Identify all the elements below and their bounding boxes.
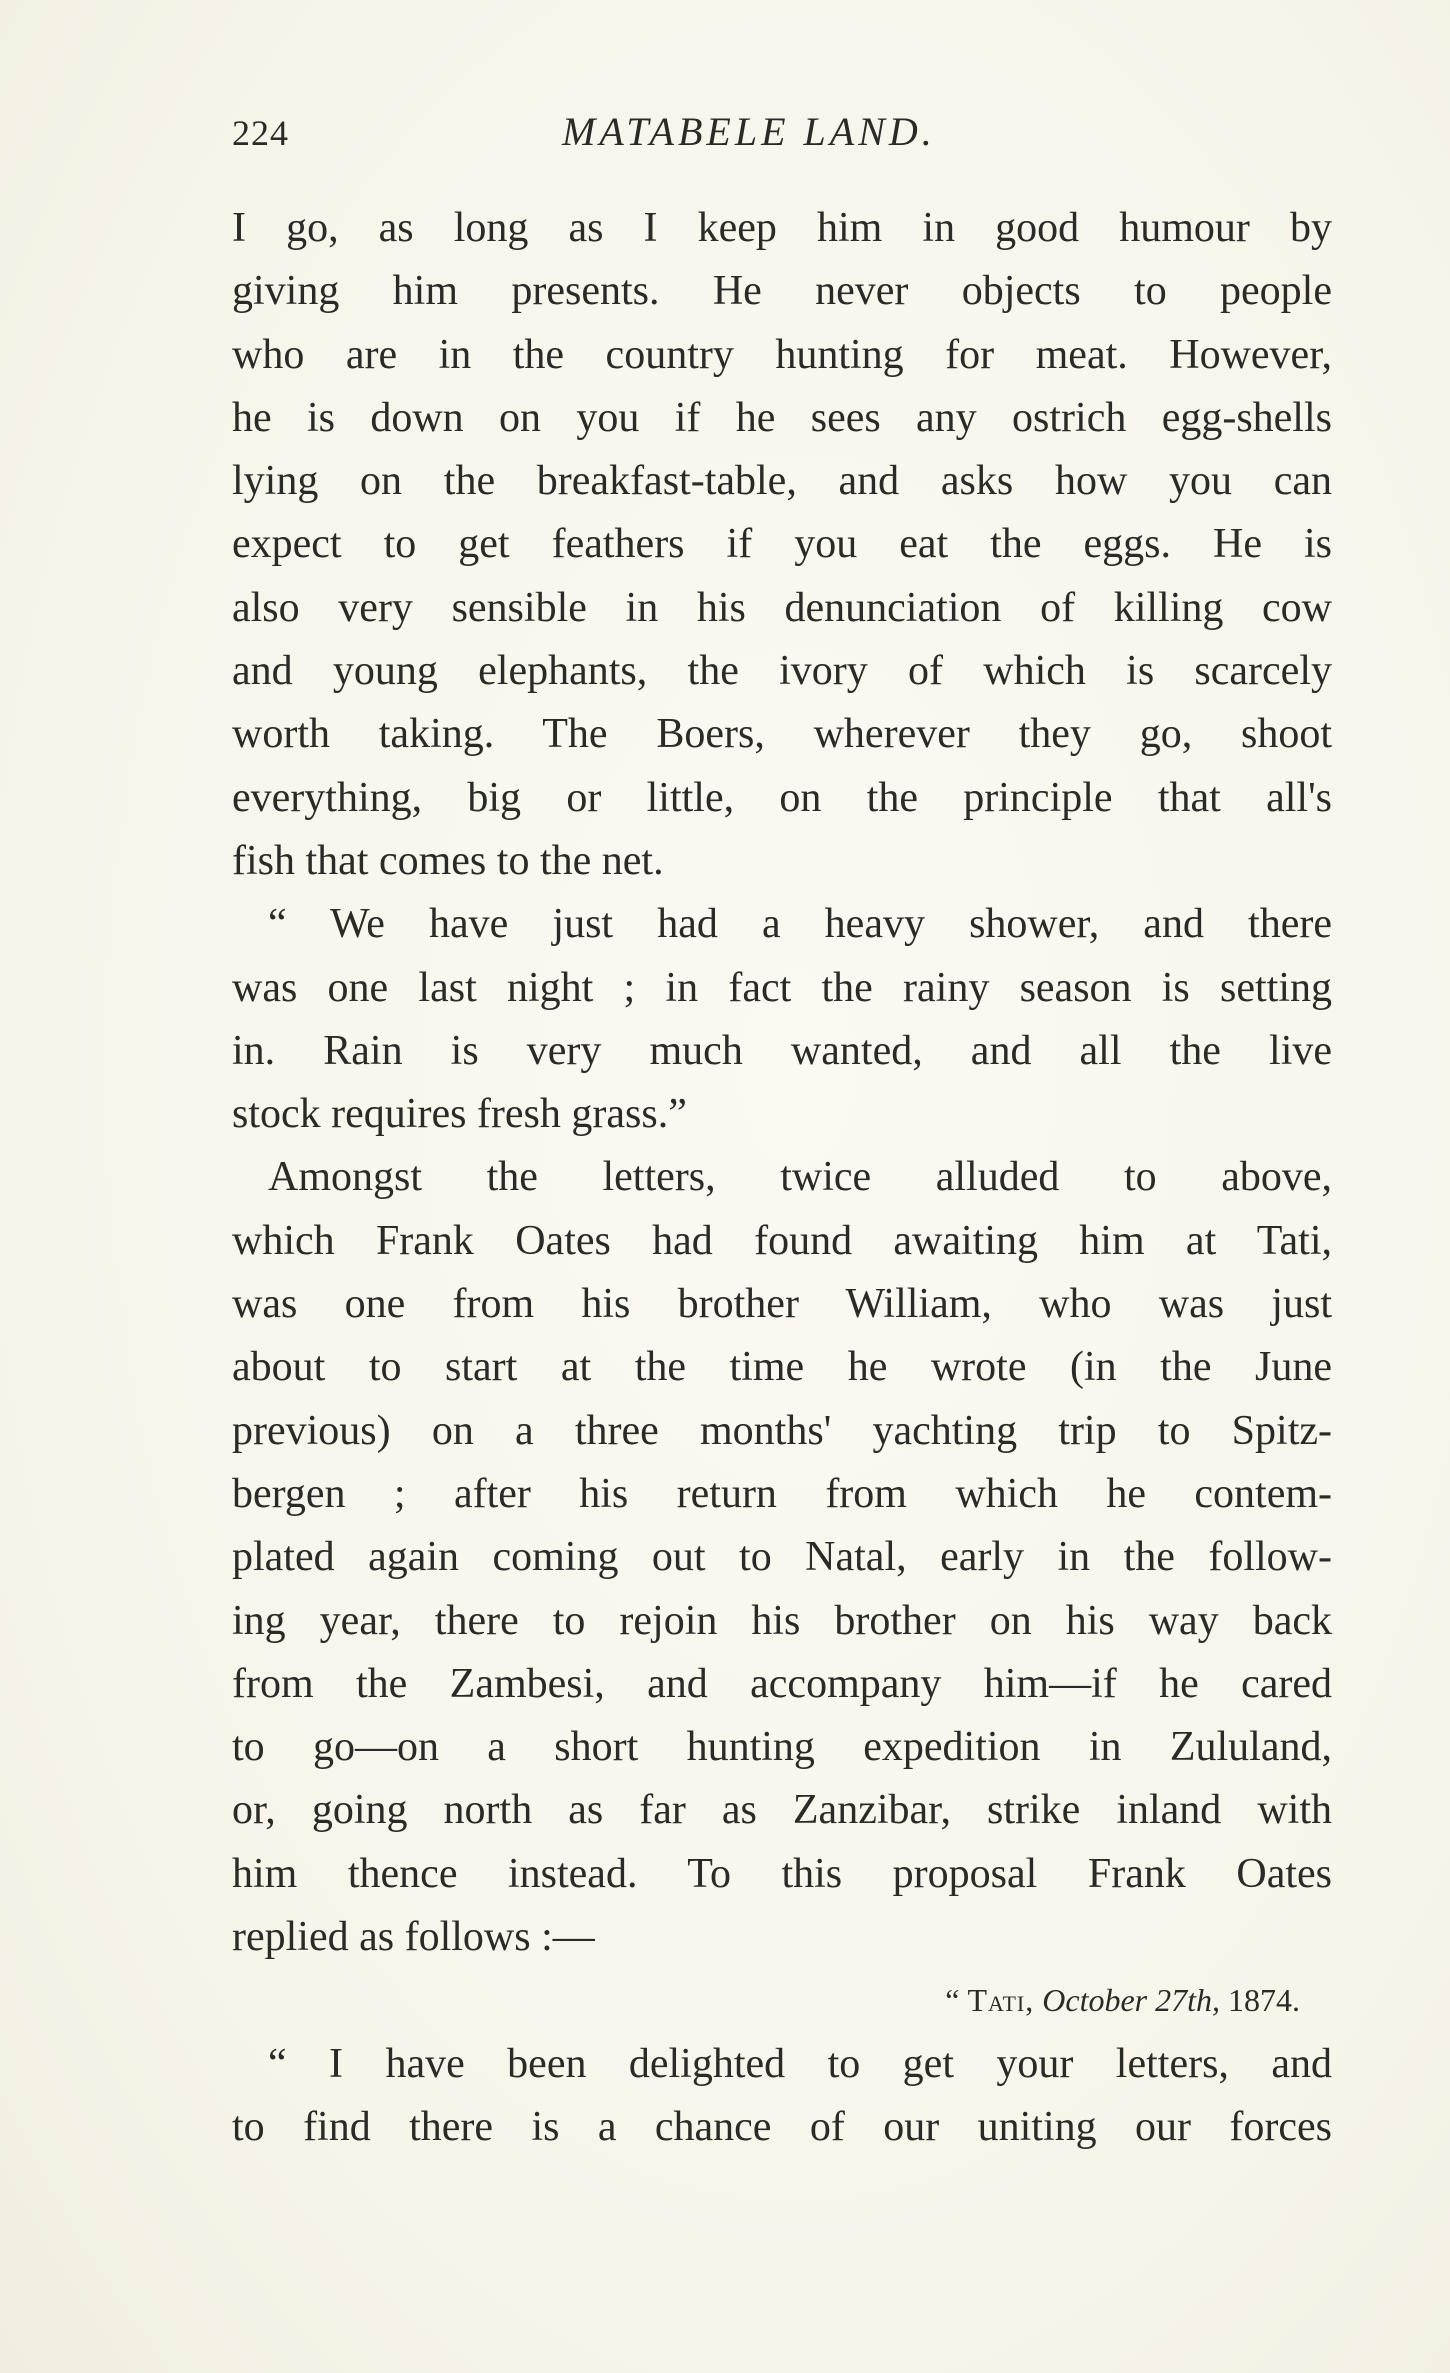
dateline-year: 1874.: [1228, 1982, 1300, 2019]
text-line: and young elephants, the ivory of which is scarcely: [232, 648, 1332, 695]
dateline-place: Tati,: [967, 1982, 1035, 2019]
text-line: in. Rain is very much wanted, and all the live: [232, 1027, 1332, 1074]
text-line: worth taking. The Boers, wherever they go, shoot: [232, 711, 1332, 758]
text-line: lying on the breakfast-table, and asks how you can: [232, 458, 1332, 505]
text-line: I go, as long as I keep him in good humour by: [232, 205, 1332, 251]
paragraph-end-line: stock requires fresh grass.”: [232, 1091, 687, 1138]
text-line: ing year, there to rejoin his brother on his way back: [232, 1597, 1332, 1644]
text-line: to go—on a short hunting expedition in Zululand,: [232, 1724, 1332, 1771]
text-line: to find there is a chance of our uniting our forces: [232, 2103, 1332, 2150]
dateline-date: October 27th,: [1042, 1982, 1220, 2019]
text-line: he is down on you if he sees any ostrich egg-shells: [232, 394, 1332, 441]
text-line: which Frank Oates had found awaiting him at Tati,: [232, 1217, 1332, 1264]
text-line: who are in the country hunting for meat. However,: [232, 331, 1332, 378]
text-line: also very sensible in his denunciation of killing cow: [232, 584, 1332, 631]
body-text: [232, 197, 1332, 2159]
paragraph-end-line: fish that comes to the net.: [232, 837, 664, 884]
text-line: was one from his brother William, who was just: [232, 1281, 1332, 1328]
letter-first-line: “ I have been delighted to get your letters, and: [268, 2040, 1332, 2087]
text-line: him thence instead. To this proposal Frank Oates: [232, 1850, 1332, 1897]
dateline-open-quote: “: [945, 1982, 960, 2019]
text-line: everything, big or little, on the principle that all's: [232, 774, 1332, 821]
text-line: plated again coming out to Natal, early in the follow-: [232, 1534, 1332, 1581]
quoted-paragraph-first-line: “ We have just had a heavy shower, and there: [268, 901, 1332, 948]
text-line: was one last night ; in fact the rainy season is setting: [232, 964, 1332, 1011]
page-number: 224: [232, 113, 289, 153]
running-title: MATABELE LAND.: [562, 109, 936, 154]
text-line: giving him presents. He never objects to people: [232, 268, 1332, 315]
text-line: expect to get feathers if you eat the eggs. He is: [232, 521, 1332, 568]
text-line: or, going north as far as Zanzibar, strike inland with: [232, 1787, 1332, 1834]
text-line: bergen ; after his return from which he contem-: [232, 1470, 1332, 1517]
paragraph-end-line: replied as follows :—: [232, 1914, 595, 1961]
text-line: from the Zambesi, and accompany him—if he cared: [232, 1660, 1332, 1707]
paragraph-first-line: Amongst the letters, twice alluded to above,: [268, 1154, 1332, 1201]
letter-dateline: [232, 1969, 1332, 2032]
text-line: about to start at the time he wrote (in the June: [232, 1344, 1332, 1391]
text-line: previous) on a three months' yachting trip to Spitz-: [232, 1407, 1332, 1454]
running-head: [232, 108, 1332, 168]
